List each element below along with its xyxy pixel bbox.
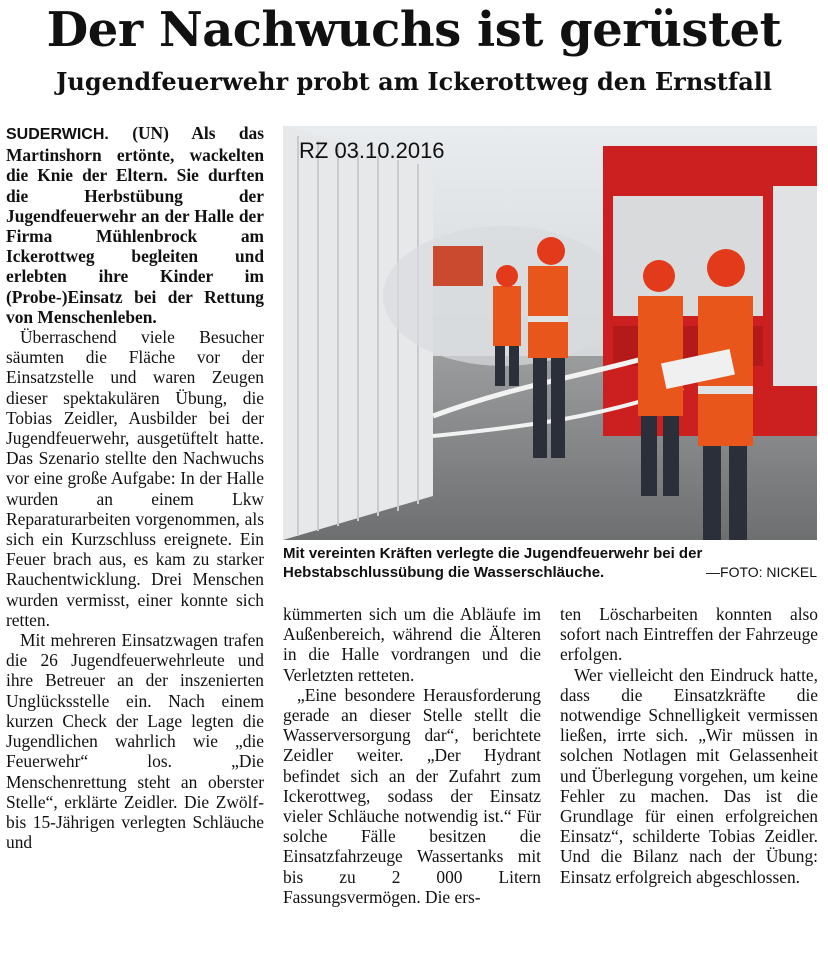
body-paragraph: Mit mehreren Einsatzwagen trafen die 26 Jugendfeuerwehrleute und ihre Betreuer an der inszenierten Unglücksstelle ein. Nach einem kurzen Check der Lage legten die Jugendlichen wahrlich wie „die Feuerwehr“ los. „Die Menschenrettung steht an oberster Stelle“, erklärte Zeidler. Die Zwölf- bis 15-Jährigen verlegten Schläuche und [6,630,264,853]
lead-text: Als das Martinshorn ertönte, wackelten die Knie der Eltern. Sie durften die Herbstübung der Jugendfeuerwehr an der Halle der Firma Mühlenbrock am Ickerottweg begleiten und erlebten ihre Kinder im (Probe-)Einsatz bei der Rettung von Menschenleben. [6,123,264,327]
body-paragraph: „Eine besondere Herausforderung gerade an dieser Stelle stellt die Wasserversorgung dar“, berichtete Zeidler weiter. „Der Hydrant befindet sich an der Zufahrt zum Ickerottweg, sodass der Einsatz vieler Schläuche notwendig ist.“ Für solche Fälle besitzen die Einsatzfahrzeuge Wassertanks mit bis zu 2 000 Litern Fassungsvermögen. Die ers- [283,684,541,907]
photo-caption [283,544,817,582]
lead-paragraph [6,123,264,327]
subheadline: Jugendfeuerwehr probt am Ickerottweg den Ernstfall [56,67,772,96]
firefighter-scene-image [283,126,817,540]
agency: (UN) [132,123,169,143]
body-paragraph: Wer vielleicht den Eindruck hatte, dass die Einsatzkräfte die notwendige Schnelligkeit vermissen ließen, irrte sich. „Wir müssen in solchen Notlagen mit Gelassenheit und Überlegung vorgehen, um keine Fehler zu machen. Das ist die Grundlage für einen erfolgreichen Einsatz“, schilderte Tobias Zeidler. Und die Bilanz nach der Übung: Einsatz erfolgreich abgeschlossen. [560,664,818,887]
photo-credit: —FOTO: NICKEL [706,564,817,580]
body-paragraph: kümmerten sich um die Abläufe im Außenbereich, während die Älteren in die Halle vordrangen und die Verletzten retteten. [283,604,541,685]
caption-text: Mit vereinten Kräften verlegte die Jugendfeuerwehr bei der Hebstabschlussübung die Wasserschläuche. [283,545,703,581]
article-photo [283,126,817,540]
date-stamp: RZ 03.10.2016 [299,138,445,163]
headline: Der Nachwuchs ist gerüstet [46,2,782,58]
body-paragraph: ten Löscharbeiten konnten also sofort nach Eintreffen der Fahrzeuge erfolgen. [560,604,818,665]
dateline: SUDERWICH. [6,126,109,143]
article-column-2 [283,604,541,907]
body-paragraph: Überraschend viele Besucher säumten die Fläche vor der Einsatzstelle und waren Zeugen dieser spektakulären Übung, die Tobias Zeidler, Ausbilder bei der Jugendfeuerwehr, ausgetüftelt hatte. Das Szenario stellte den Nachwuchs vor eine große Aufgabe: In der Halle wurden an einem Lkw Reparaturarbeiten vorgenommen, als sich ein Kurzschluss ereignete. Ein Feuer brach aus, es kam zu starker Rauchentwicklung. Drei Menschen wurden vermisst, einer konnte sich retten. [6,327,264,630]
article-column-3 [560,604,818,887]
article-column-1 [6,123,264,852]
